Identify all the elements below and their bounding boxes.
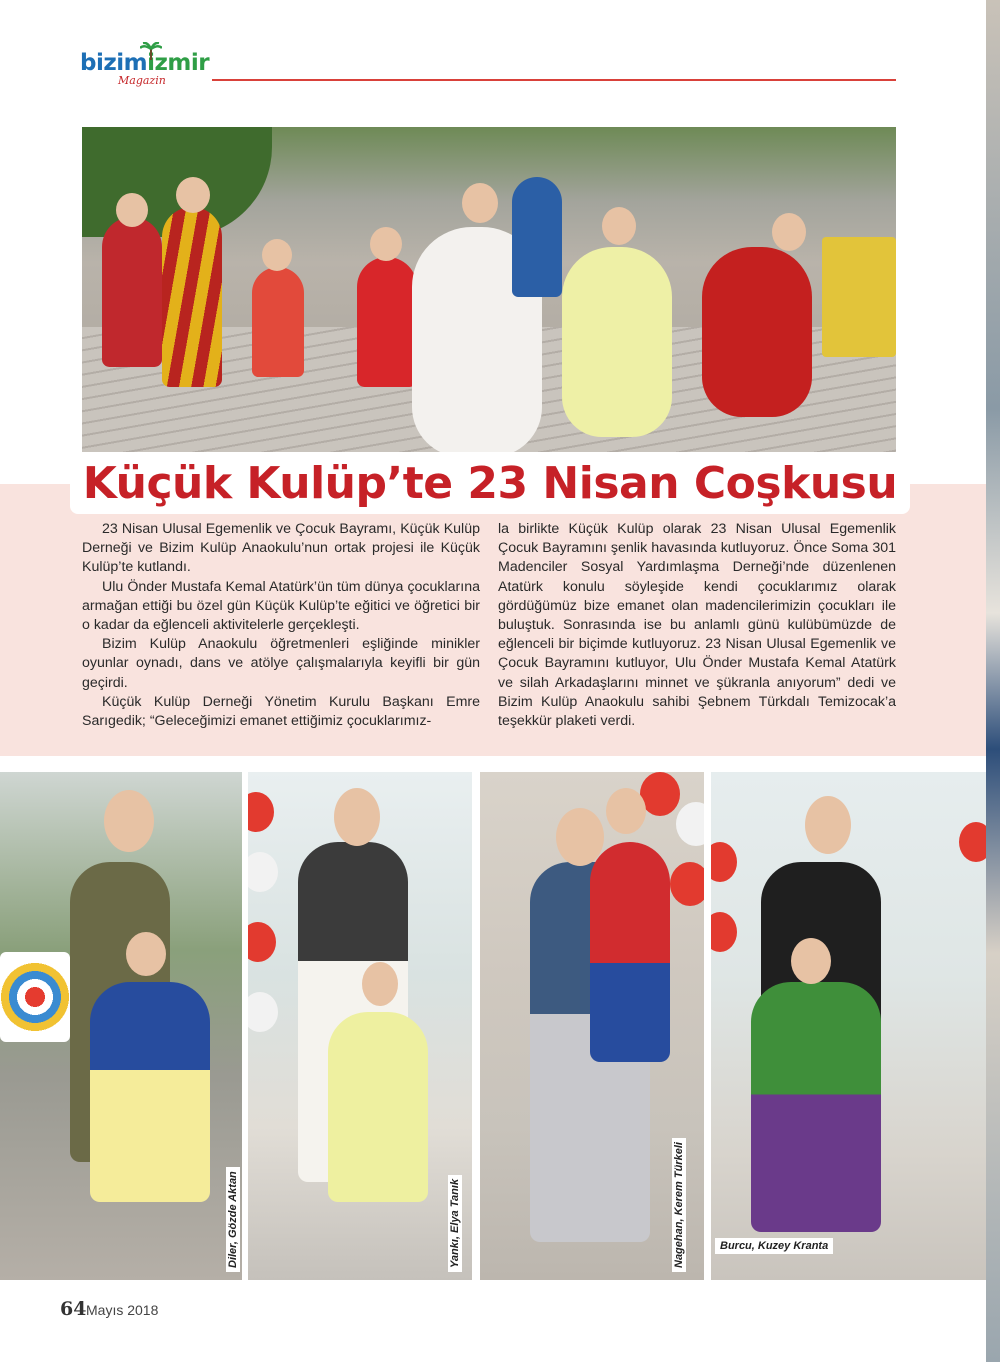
- photo-yanki-elya: [248, 772, 472, 1280]
- headline-box: [70, 452, 910, 514]
- paragraph: la birlikte Küçük Kulüp olarak 23 Nisan Ulusal Egemenlik Çocuk Bayramını şenlik havasında kutluyoruz. Önce Soma 301 Madenciler Sosyal Yardımlaşma Derneği’nde düzenlenen Atatürk konulu söyleşide kendi çocuklarımız olarak gördüğümüz bize emanet olan madencilerimizin çocukları ile buluştuk. Sonrasında ise bu anlamlı günü kulübümüzde de eğlenceli bir biçimde kutluyoruz. 23 Nisan Ulusal Egemenlik ve Çocuk Bayramını kutluyor, Ulu Önder Mustafa Kemal Atatürk ve silah Arkadaşlarını minnet ve şükranla anıyorum” dedi ve Bizim Kulüp Anaokulu sahibi Şebnem Türkdalı Temizocak’a teşekkür plaketi verdi.: [498, 521, 896, 730]
- child-figure: [328, 1012, 428, 1202]
- table: [822, 237, 896, 357]
- page-number: 64: [60, 1298, 87, 1320]
- child-figure: [102, 217, 162, 367]
- child-figure: [590, 842, 670, 1062]
- photo-caption: Nagehan, Kerem Türkeli: [672, 1138, 686, 1272]
- article-column-right: [498, 520, 896, 731]
- child-head: [772, 213, 806, 251]
- magazine-logo: [80, 50, 220, 92]
- child-figure: [702, 247, 812, 417]
- paragraph: 23 Nisan Ulusal Egemenlik ve Çocuk Bayramı, Küçük Kulüp Derneği ve Bizim Kulüp Anaokulu’nun ortak projesi ile Küçük Kulüp’te kutlandı.: [82, 521, 480, 576]
- logo-subtitle: Magazin: [118, 74, 166, 87]
- child-head: [602, 207, 636, 245]
- photo-caption: Yankı, Elya Tanık: [448, 1175, 462, 1272]
- photo-caption: Burcu, Kuzey Kranta: [715, 1238, 833, 1254]
- paragraph: Bizim Kulüp Anaokulu öğretmenleri eşliğinde minikler oyunlar oynadı, dans ve atölye çalışmalarıyla keyifli bir gün geçirdi.: [82, 636, 480, 691]
- child-head: [370, 227, 402, 261]
- child-head: [791, 938, 831, 984]
- hero-photo: [82, 127, 896, 465]
- child-head: [126, 932, 166, 976]
- child-head: [116, 193, 148, 227]
- paragraph: Ulu Önder Mustafa Kemal Atatürk’ün tüm dünya çocuklarına armağan ettiği bu özel gün Küçük Kulüp’te eğitici ve öğretici bir o kadar da eğlenceli aktivitelerle gerçekleşti.: [82, 578, 480, 634]
- photo-burcu-kuzey: [711, 772, 986, 1280]
- balloon: [640, 772, 680, 816]
- next-page-edge: [986, 0, 1000, 1362]
- child-figure: [512, 177, 562, 297]
- balloon: [676, 802, 704, 846]
- target-board: [0, 952, 70, 1042]
- balloon: [711, 842, 737, 882]
- child-figure: [357, 257, 417, 387]
- child-figure: [90, 982, 210, 1202]
- balloon: [248, 922, 276, 962]
- palm-tree-icon: [140, 42, 162, 60]
- child-figure: [252, 267, 304, 377]
- woman-head: [805, 796, 851, 854]
- child-head: [176, 177, 210, 213]
- article-column-left: [82, 520, 480, 731]
- photo-nagehan-kerem: [480, 772, 704, 1280]
- photo-caption: Diler, Gözde Aktan: [226, 1167, 240, 1272]
- woman-head: [104, 790, 154, 852]
- balloon: [959, 822, 986, 862]
- balloon: [248, 992, 278, 1032]
- child-head: [262, 239, 292, 271]
- balloon: [711, 912, 737, 952]
- child-figure: [751, 982, 881, 1232]
- article-headline: Küçük Kulüp’te 23 Nisan Coşkusu: [82, 457, 898, 509]
- header-rule: [212, 79, 896, 81]
- balloon: [248, 792, 274, 832]
- photo-diler-gozde: [0, 772, 242, 1280]
- balloon: [248, 852, 278, 892]
- paragraph: Küçük Kulüp Derneği Yönetim Kurulu Başkanı Emre Sarıgedik; “Geleceğimizi emanet ettiğimiz çocuklarımız-: [82, 693, 480, 730]
- child-figure: [562, 247, 672, 437]
- logo-wordmark: bizimizmir: [80, 50, 210, 76]
- child-head: [606, 788, 646, 834]
- child-head: [362, 962, 398, 1006]
- child-figure: [162, 207, 222, 387]
- issue-date: Mayıs 2018: [86, 1302, 159, 1318]
- woman-head: [334, 788, 380, 846]
- child-head: [462, 183, 498, 223]
- balloon: [670, 862, 704, 906]
